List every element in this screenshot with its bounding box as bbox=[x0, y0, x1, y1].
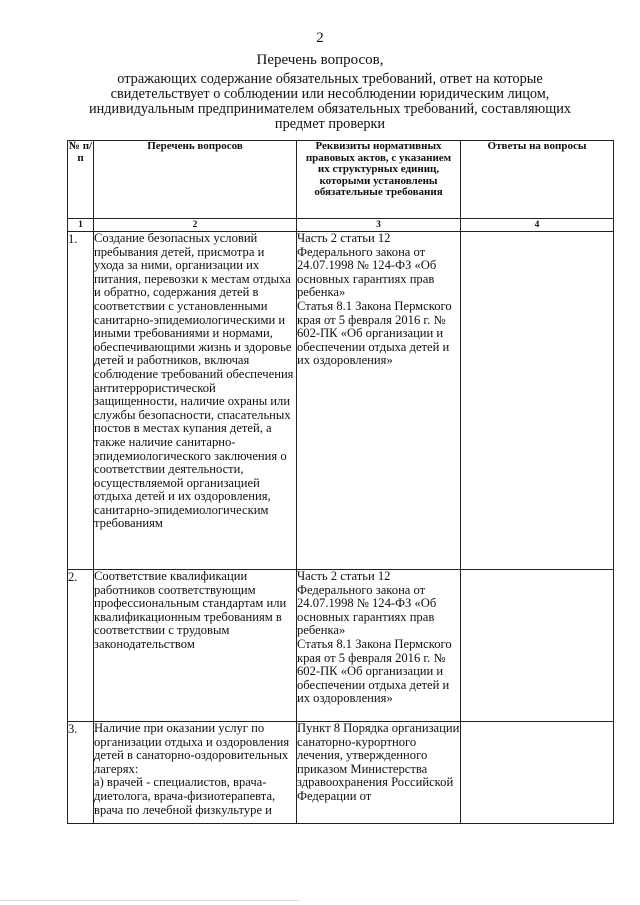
row-number: 1. bbox=[68, 232, 94, 570]
row-requisite: Часть 2 статьи 12 Федерального закона от 24.07.1998 № 124-ФЗ «Об основных гарантиях прав ребенка» Статья 8.1 Закона Пермского края от 5 февраля 2016 г. № 602-ПК «Об организации и обеспечении отдыха детей и их оздоровления» bbox=[297, 570, 461, 722]
row-question: Наличие при оказании услуг по организации отдыха и оздоровления детей в санаторно-оздоровительных лагерях: а) врачей - специалистов, врача-диетолога, врача-физиотерапевта, врача по лечебной физкультуре и bbox=[94, 722, 297, 824]
row-question: Соответствие квалификации работников соответствующим профессиональным стандартам или квалификационным требованиям в соответствии с трудовым законодательством bbox=[94, 570, 297, 722]
column-number: 2 bbox=[94, 219, 297, 232]
scan-edge-line bbox=[0, 900, 300, 901]
row-requisite: Пункт 8 Порядка организации санаторно-курортного лечения, утвержденного приказом Министерства здравоохранения Российской Федерации от bbox=[297, 722, 461, 824]
document-subtitle: отражающих содержание обязательных требований, ответ на которые свидетельствует о соблюдении или несоблюдении юридическим лицом, индивидуальным предпринимателем обязательных требований, составляющих предмет проверки bbox=[88, 71, 572, 132]
row-number: 2. bbox=[68, 570, 94, 722]
table-row bbox=[68, 232, 614, 570]
questions-table bbox=[67, 140, 614, 824]
row-requisite: Часть 2 статьи 12 Федерального закона от 24.07.1998 № 124-ФЗ «Об основных гарантиях прав ребенка» Статья 8.1 Закона Пермского края от 5 февраля 2016 г. № 602-ПК «Об организации и обеспечении отдыха детей и их оздоровления» bbox=[297, 232, 461, 570]
row-answer bbox=[461, 232, 614, 570]
page-number: 2 bbox=[316, 30, 324, 46]
table-row bbox=[68, 722, 614, 824]
column-number: 3 bbox=[297, 219, 461, 232]
table-row bbox=[68, 570, 614, 722]
column-number: 4 bbox=[461, 219, 614, 232]
header-num: № п/п bbox=[68, 141, 94, 219]
row-answer bbox=[461, 570, 614, 722]
row-answer bbox=[461, 722, 614, 824]
column-number: 1 bbox=[68, 219, 94, 232]
document-title: Перечень вопросов, bbox=[256, 52, 384, 68]
table-header-row bbox=[68, 141, 614, 219]
header-questions: Перечень вопросов bbox=[94, 141, 297, 219]
row-question: Создание безопасных условий пребывания детей, присмотра и ухода за ними, организации их питания, перевозки к местам отдыха и обратно, содержания детей в соответствии с установленными санитарно-эпидемиологическими и иными требованиями и нормами, обеспечивающими жизнь и здоровье детей и работников, включая соблюдение требований обеспечения антитеррористической защищенности, наличие охраны или службы безопасности, спасательных постов в местах купания детей, а также наличие санитарно-эпидемиологического заключения о соответствии деятельности, осуществляемой организацией отдыха детей и их оздоровления, санитарно-эпидемиологическим требованиям bbox=[94, 232, 297, 570]
header-answers: Ответы на вопросы bbox=[461, 141, 614, 219]
row-number: 3. bbox=[68, 722, 94, 824]
header-requisites: Реквизиты нормативных правовых актов, с указанием их структурных единиц, которыми установлены обязательные требования bbox=[297, 141, 461, 219]
column-number-row bbox=[68, 219, 614, 232]
